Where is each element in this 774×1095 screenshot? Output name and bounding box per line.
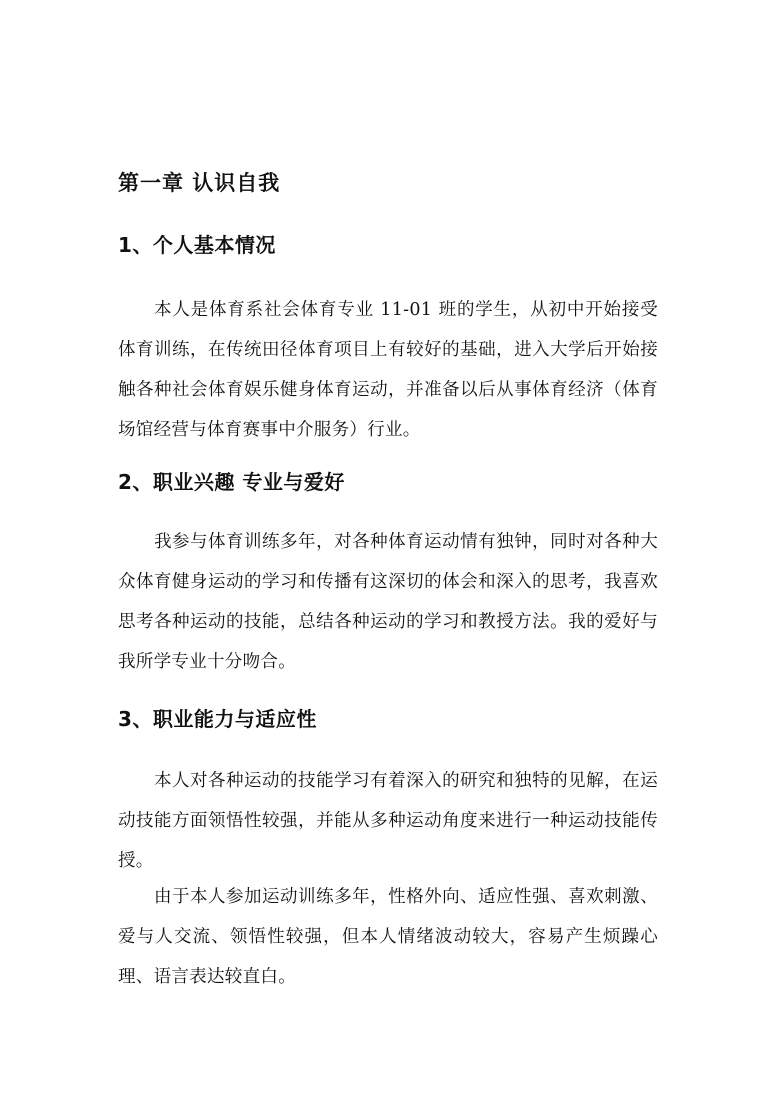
paragraph-interests: 我参与体育训练多年，对各种体育运动情有独钟，同时对各种大众体育健身运动的学习和传播有这深切的体会和深入的思考，我喜欢思考各种运动的技能，总结各种运动的学习和教授方法。我的爱好与我所学专业十分吻合。 bbox=[118, 532, 658, 672]
section-heading-interests: 2、职业兴趣 专业与爱好 bbox=[118, 470, 345, 494]
section-heading-ability: 3、职业能力与适应性 bbox=[118, 707, 317, 731]
paragraph-basic-info: 本人是体育系社会体育专业 11-01 班的学生，从初中开始接受体育训练，在传统田径体育项目上有较好的基础，进入大学后开始接触各种社会体育娱乐健身体育运动，并准备以后从事体育经济（体育场馆经营与体育赛事中介服务）行业。 bbox=[118, 300, 658, 440]
paragraph-personality: 由于本人参加运动训练多年，性格外向、适应性强、喜欢刺激、爱与人交流、领悟性较强，但本人情绪波动较大，容易产生烦躁心理、语言表达较直白。 bbox=[118, 887, 658, 987]
paragraph-ability: 本人对各种运动的技能学习有着深入的研究和独特的见解，在运动技能方面领悟性较强，并能从多种运动角度来进行一种运动技能传授。 bbox=[118, 771, 658, 871]
section-heading-basic-info: 1、个人基本情况 bbox=[118, 233, 276, 257]
chapter-title: 第一章 认识自我 bbox=[118, 171, 281, 195]
